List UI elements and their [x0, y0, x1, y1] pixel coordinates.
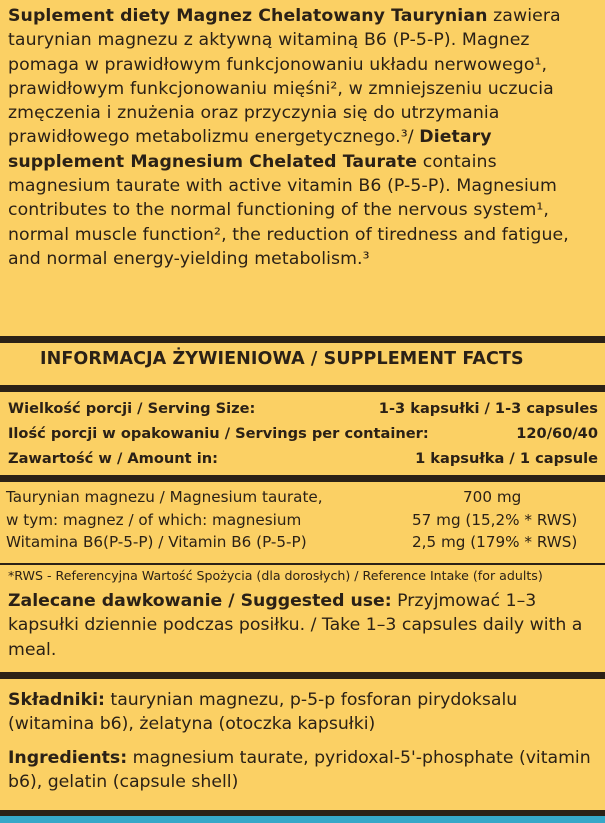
servings-per-container-value: 120/60/40: [516, 425, 598, 442]
suggested-use-title: Zalecane dawkowanie / Suggested use:: [8, 591, 392, 611]
suggested-use: [8, 589, 598, 662]
product-title-pl: Suplement diety Magnez Chelatowany Taurynian: [8, 6, 488, 26]
bottom-color-band: [0, 816, 605, 823]
nutrient-value: 2,5 mg (179% * RWS): [412, 533, 578, 551]
product-description-en: contains magnesium taurate with active vitamin B6 (P-5-P). Magnesium contributes to the normal functioning of the nervous system¹, normal muscle function², the reduction of tiredness and fatigue, and normal energy-yielding metabolism.³: [8, 151, 569, 269]
product-description-pl: zawiera taurynian magnezu z aktywną witaminą B6 (P-5-P). Magnez pomaga w prawidłowym funkcjonowaniu układu nerwowego¹, prawidłowym funkcjonowaniu mięśni², w zmniejszeniu uczucia zmęczenia i znużenia oraz przyczynia się do utrzymania prawidłowego metabolizmu energetycznego.³/: [8, 6, 561, 148]
ingredients-pl: [8, 688, 598, 737]
supplement-facts-title: INFORMACJA ŻYWIENIOWA / SUPPLEMENT FACTS: [40, 349, 524, 369]
nutrient-label: w tym: magnez / of which: magnesium: [6, 511, 302, 529]
servings-per-container-label: Ilość porcji w opakowaniu / Servings per container:: [8, 425, 429, 442]
nutrient-row: [6, 532, 598, 553]
serving-size-label: Wielkość porcji / Serving Size:: [8, 400, 256, 417]
amount-in-label: Zawartość w / Amount in:: [8, 450, 218, 467]
ingredients-en-text: magnesium taurate, pyridoxal-5'-phosphate (vitamin b6), gelatin (capsule shell): [8, 748, 591, 793]
amount-in-row: [8, 449, 598, 469]
nutrient-value: 700 mg: [463, 488, 522, 506]
nutrient-row: [6, 487, 598, 508]
nutrient-label: Taurynian magnezu / Magnesium taurate,: [6, 488, 323, 506]
ingredients-pl-text: taurynian magnezu, p-5-p fosforan pirydoksalu (witamina b6), żelatyna (otoczka kapsułki): [8, 690, 518, 735]
nutrient-label: Witamina B6(P-5-P) / Vitamin B6 (P-5-P): [6, 533, 307, 551]
amount-in-value: 1 kapsułka / 1 capsule: [415, 450, 598, 467]
rws-footnote: *RWS - Referencyjna Wartość Spożycia (dla dorosłych) / Reference Intake (for adults): [8, 568, 543, 583]
product-title-en: Dietary supplement Magnesium Chelated Taurate: [8, 127, 492, 172]
divider-thin-nutrients: [0, 563, 605, 565]
nutrient-value: 57 mg (15,2% * RWS): [412, 511, 578, 529]
serving-size-value: 1-3 kapsułki / 1-3 capsules: [378, 400, 598, 417]
ingredients-en-title: Ingredients:: [8, 748, 128, 768]
divider-thick-top: [0, 336, 605, 343]
ingredients-pl-title: Składniki:: [8, 690, 105, 710]
servings-per-container-row: [8, 424, 598, 444]
divider-thick-serving: [0, 475, 605, 482]
suggested-use-text: Przyjmować 1–3 kapsułki dziennie podczas posiłku. / Take 1–3 capsules daily with a meal.: [8, 591, 583, 660]
divider-thick-usage: [0, 672, 605, 679]
serving-size-row: [8, 399, 598, 419]
divider-thick-facts: [0, 385, 605, 392]
nutrient-row: [6, 510, 598, 531]
ingredients-en: [8, 746, 598, 795]
product-description: [8, 4, 600, 271]
